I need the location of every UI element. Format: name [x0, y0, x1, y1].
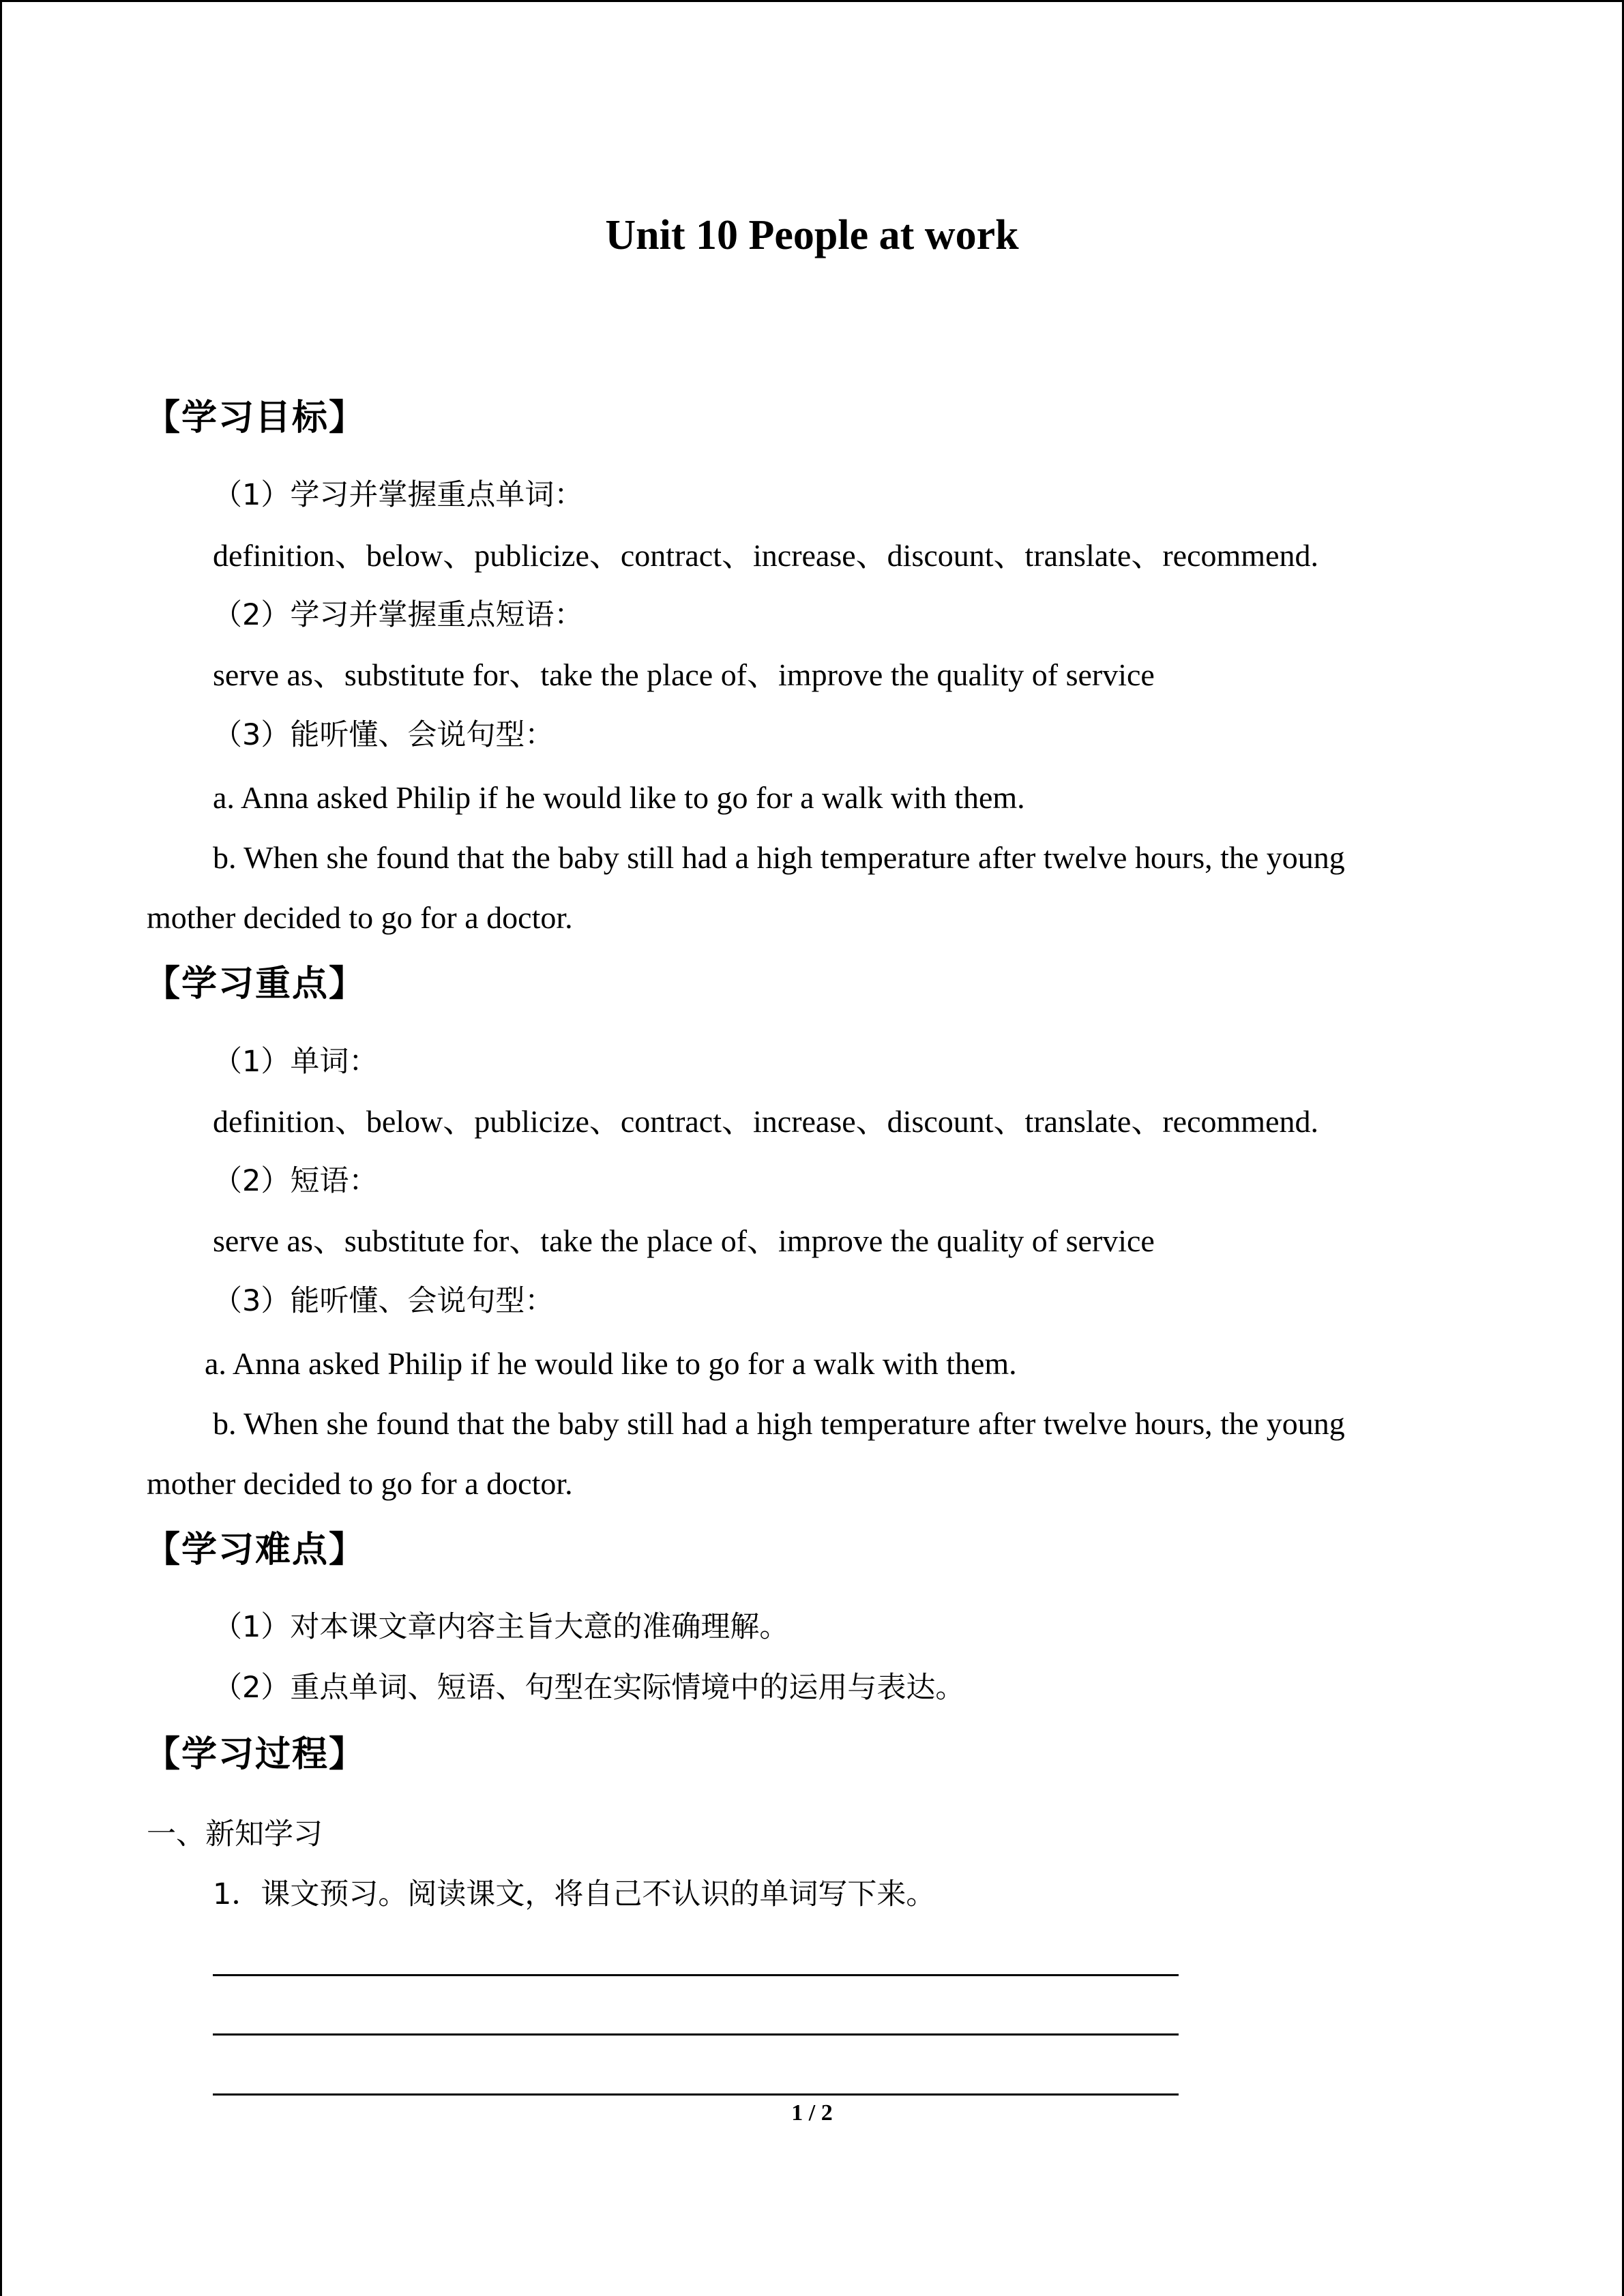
- key-points-heading: 【学习重点】: [145, 964, 366, 1004]
- objectives-item3-label: （3）能听懂、会说句型：: [213, 718, 555, 752]
- objectives-item2-label: （2）学习并掌握重点短语：: [213, 598, 584, 632]
- objectives-item1-words: definition、below、publicize、contract、increase、discount、translate、recommend.: [213, 538, 1318, 573]
- key-points-item2-label: （2）短语：: [213, 1164, 379, 1198]
- key-points-item1-label: （1）单词：: [213, 1045, 379, 1079]
- objectives-sentence-b-line2: mother decided to go for a doctor.: [147, 900, 573, 935]
- key-points-item2-phrases: serve as、substitute for、take the place of、improve the quality of service: [213, 1223, 1155, 1258]
- answer-blank-line[interactable]: [213, 1974, 1179, 1976]
- objectives-sentence-a: a. Anna asked Philip if he would like to go for a walk with them.: [213, 780, 1025, 815]
- objectives-sentence-b-line1: b. When she found that the baby still had a high temperature after twelve hours, the young: [213, 840, 1345, 875]
- process-task1: 1．课文预习。阅读课文，将自己不认识的单词写下来。: [213, 1877, 936, 1911]
- answer-blank-line[interactable]: [213, 2093, 1179, 2096]
- process-section1: 一、新知学习: [147, 1817, 323, 1851]
- difficulties-item2: （2）重点单词、短语、句型在实际情境中的运用与表达。: [213, 1671, 965, 1705]
- document-title: Unit 10 People at work: [605, 212, 1019, 258]
- process-heading: 【学习过程】: [145, 1734, 366, 1775]
- difficulties-item1: （1）对本课文章内容主旨大意的准确理解。: [213, 1610, 789, 1644]
- key-points-item3-label: （3）能听懂、会说句型：: [213, 1284, 555, 1318]
- objectives-item2-phrases: serve as、substitute for、take the place of、improve the quality of service: [213, 657, 1155, 692]
- key-points-sentence-a: a. Anna asked Philip if he would like to go for a walk with them.: [205, 1346, 1017, 1381]
- page-number: 1 / 2: [791, 2100, 833, 2126]
- key-points-sentence-b-line2: mother decided to go for a doctor.: [147, 1466, 573, 1501]
- objectives-item1-label: （1）学习并掌握重点单词：: [213, 478, 584, 512]
- difficulties-heading: 【学习难点】: [145, 1530, 366, 1570]
- answer-blank-line[interactable]: [213, 2033, 1179, 2036]
- objectives-heading: 【学习目标】: [145, 398, 366, 438]
- key-points-item1-words: definition、below、publicize、contract、increase、discount、translate、recommend.: [213, 1104, 1318, 1139]
- key-points-sentence-b-line1: b. When she found that the baby still had a high temperature after twelve hours, the young: [213, 1406, 1345, 1441]
